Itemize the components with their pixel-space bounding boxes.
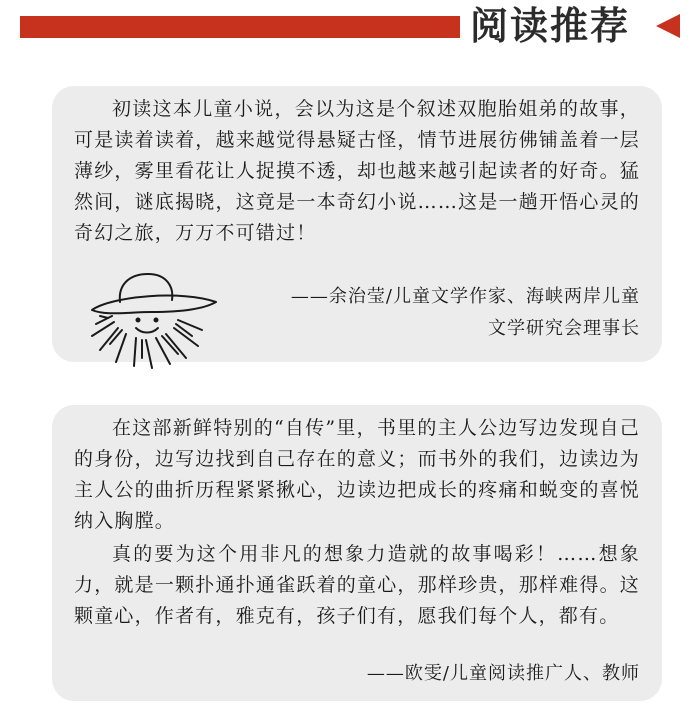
recommendation-text: 在这部新鲜特别的“自传”里，书里的主人公边写边发现自己的身份，边写边找到自己存在的意义；而书外的我们，边读边为主人公的曲折历程紧紧揪心，边读边把成长的疼痛和蜕变的喜悦纳入胸膛。	[74, 417, 640, 532]
scarecrow-hat-doodle-icon	[82, 266, 232, 371]
attribution-line-1: ——欧雯/儿童阅读推广人、教师	[366, 663, 640, 684]
header-arrow-icon	[656, 14, 680, 38]
recommendation-card-1	[52, 86, 662, 362]
header-bar	[20, 16, 460, 38]
recommendation-text: 真的要为这个用非凡的想象力造就的故事喝彩！……想象力，就是一颗扑通扑通雀跃着的童心，那样珍贵，那样难得。这颗童心，作者有，雅克有，孩子们有，愿我们每个人，都有。	[74, 543, 640, 627]
page-title: 阅读推荐	[470, 3, 631, 48]
recommendation-text: 初读这本儿童小说，会以为这是个叙述双胞胎姐弟的故事，可是读着读着，越来越觉得悬疑古怪，情节进展彷佛铺盖着一层薄纱，雾里看花让人捉摸不透，却也越来越引起读者的好奇。猛然间，谜底揭晓，这竟是一本奇幻小说……这是一趟开悟心灵的奇幻之旅，万万不可错过！	[74, 98, 640, 244]
attribution-line-2: 文学研究会理事长	[488, 318, 640, 339]
attribution-line-1: ——余治莹/儿童文学作家、海峡两岸儿童	[290, 286, 640, 307]
recommendation-card-2	[52, 405, 662, 701]
